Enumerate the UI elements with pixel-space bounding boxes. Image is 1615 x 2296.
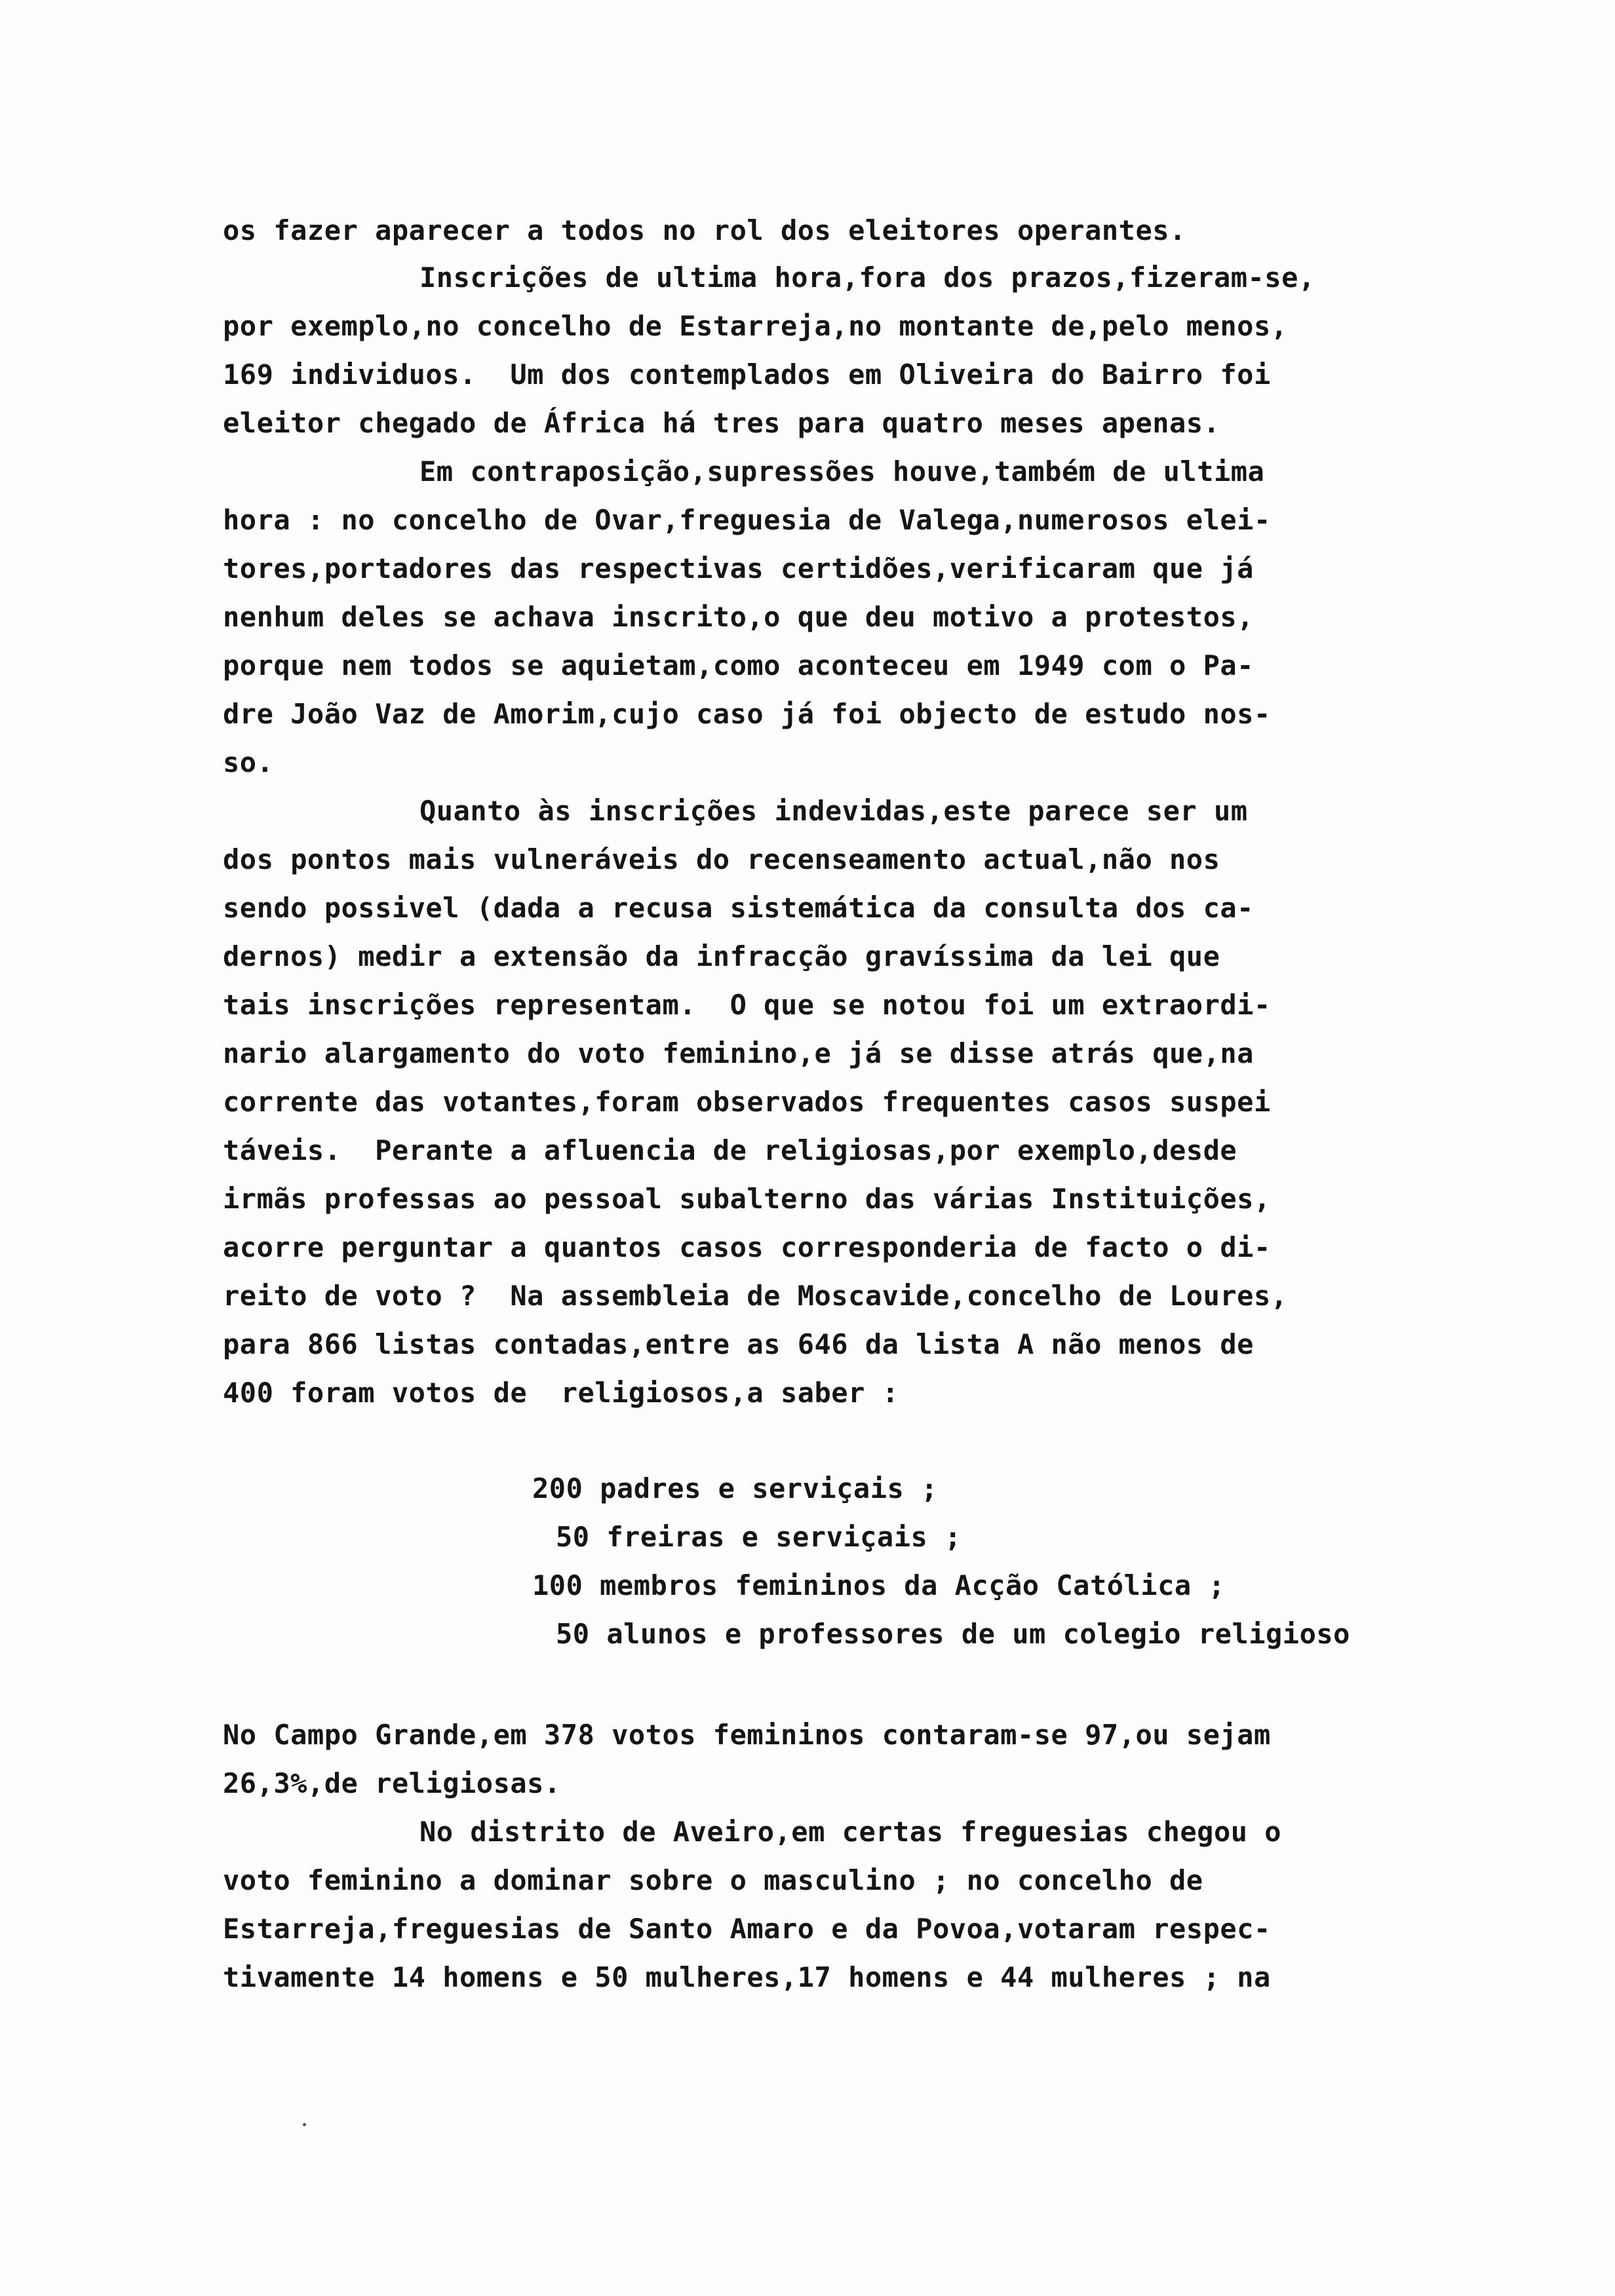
text-line: corrente das votantes,foram observados frequentes casos suspei [223, 1086, 1271, 1118]
list-item: 100 membros femininos da Acção Católica ; [532, 1569, 1226, 1601]
text-line: táveis. Perante a afluencia de religiosas,por exemplo,desde [223, 1134, 1237, 1166]
text-line: nenhum deles se achava inscrito,o que deu motivo a protestos, [223, 601, 1254, 633]
text-line: 169 individuos. Um dos contemplados em Oliveira do Bairro foi [223, 358, 1271, 391]
text-line: acorre perguntar a quantos casos corresponderia de facto o di- [223, 1231, 1271, 1263]
text-line: Estarreja,freguesias de Santo Amaro e da Povoa,votaram respec- [223, 1913, 1271, 1945]
text-line: tores,portadores das respectivas certidões,verificaram que já [223, 552, 1254, 584]
text-line: os fazer aparecer a todos no rol dos eleitores operantes. [223, 214, 1186, 246]
list-item: 50 alunos e professores de um colegio religioso [556, 1618, 1350, 1650]
text-line: tivamente 14 homens e 50 mulheres,17 homens e 44 mulheres ; na [223, 1961, 1271, 1993]
text-line: sendo possivel (dada a recusa sistemática da consulta dos ca- [223, 892, 1254, 924]
text-line: so. [223, 746, 274, 778]
text-line: No Campo Grande,em 378 votos femininos contaram-se 97,ou sejam [223, 1719, 1271, 1751]
text-line: Quanto às inscrições indevidas,este parece ser um [419, 795, 1248, 827]
text-line: nario alargamento do voto feminino,e já se disse atrás que,na [223, 1037, 1254, 1069]
text-line: eleitor chegado de África há tres para quatro meses apenas. [223, 407, 1220, 439]
text-line: 400 foram votos de religiosos,a saber : [223, 1377, 899, 1409]
text-line: para 866 listas contadas,entre as 646 da lista A não menos de [223, 1328, 1254, 1360]
text-line: dos pontos mais vulneráveis do recenseamento actual,não nos [223, 843, 1220, 875]
text-line: porque nem todos se aquietam,como aconteceu em 1949 com o Pa- [223, 649, 1254, 681]
text-line: 26,3%,de religiosas. [223, 1767, 561, 1799]
text-line: voto feminino a dominar sobre o masculino ; no concelho de [223, 1864, 1203, 1896]
text-line: tais inscrições representam. O que se notou foi um extraordi- [223, 989, 1271, 1021]
text-line: reito de voto ? Na assembleia de Moscavide,concelho de Loures, [223, 1280, 1288, 1312]
text-line: irmãs professas ao pessoal subalterno das várias Instituições, [223, 1183, 1271, 1215]
text-line: No distrito de Aveiro,em certas freguesias chegou o [419, 1816, 1282, 1848]
text-line: Em contraposição,supressões houve,também de ultima [419, 455, 1265, 488]
paper-speck [303, 2123, 306, 2126]
text-line: Inscrições de ultima hora,fora dos prazos,fizeram-se, [419, 261, 1315, 294]
text-line: dre João Vaz de Amorim,cujo caso já foi objecto de estudo nos- [223, 698, 1271, 730]
text-line: hora : no concelho de Ovar,freguesia de Valega,numerosos elei- [223, 504, 1271, 536]
list-item: 50 freiras e serviçais ; [556, 1521, 962, 1553]
list-item: 200 padres e serviçais ; [532, 1472, 938, 1504]
text-line: por exemplo,no concelho de Estarreja,no montante de,pelo menos, [223, 310, 1288, 342]
text-line: dernos) medir a extensão da infracção gravíssima da lei que [223, 940, 1220, 972]
